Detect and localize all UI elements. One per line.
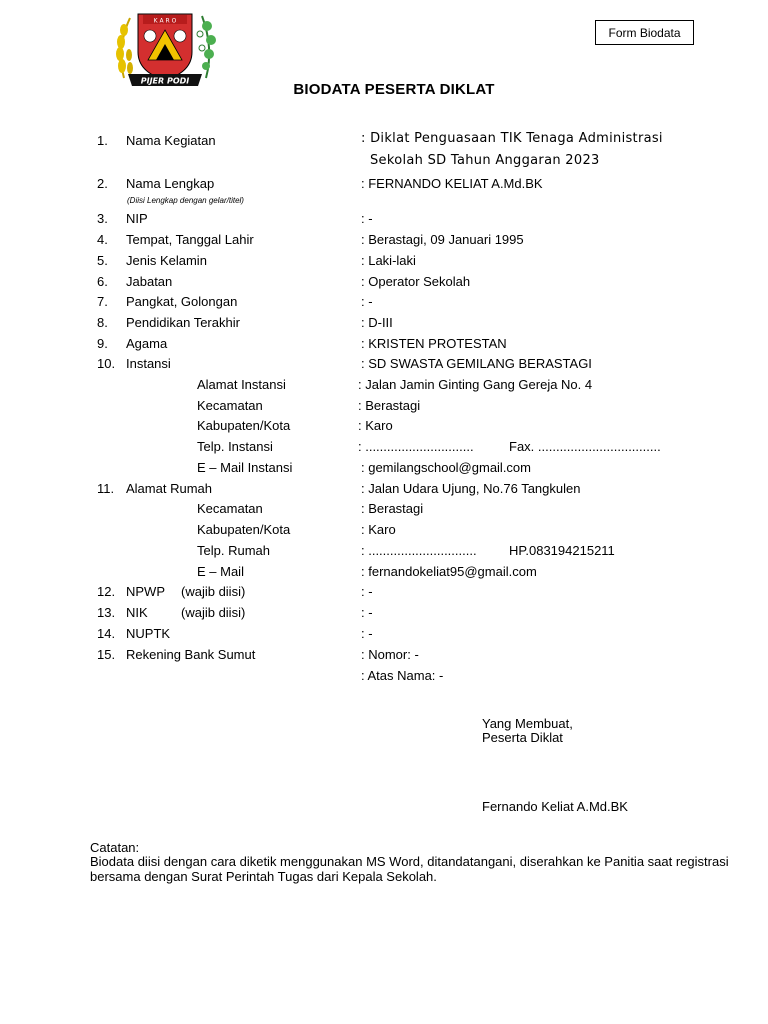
cotton-icon [197,16,216,78]
field-value: : Karo [361,522,396,537]
field-note: (wajib diisi) [181,605,246,620]
field-value: : Jalan Jamin Ginting Gang Gereja No. 4 [358,377,593,392]
signature-line-1: Yang Membuat, [482,716,573,731]
field-label: Pendidikan Terakhir [126,315,240,330]
row-number: 14. [97,626,116,641]
field-value: : Berastagi, 09 Januari 1995 [361,232,524,247]
field-label: NPWP [126,584,165,599]
row-number: 3. [97,211,108,226]
row-number: 10. [97,356,116,371]
shield-icon [138,14,192,80]
row-number: 5. [97,253,108,268]
field-value: : Nomor: - [361,647,419,662]
page-title: BIODATA PESERTA DIKLAT [293,81,495,98]
field-label: NUPTK [126,626,171,641]
field-label: Agama [126,336,168,351]
field-value: : Jalan Udara Ujung, No.76 Tangkulen [361,481,581,496]
field-label: Jenis Kelamin [126,253,207,268]
row-number: 15. [97,647,116,662]
field-label: Telp. Instansi [197,439,273,454]
field-label: Jabatan [126,274,173,289]
field-label: Nama Lengkap [126,176,215,191]
hp-field: HP.083194215211 [509,543,615,558]
field-value: : Atas Nama: - [361,668,444,683]
fax-field: Fax. .................................. [509,439,661,454]
field-value: : Diklat Penguasaan TIK Tenaga Administrasi [361,131,663,146]
row-number: 13. [97,605,116,620]
field-value-continued: Sekolah SD Tahun Anggaran 2023 [370,153,600,168]
field-value: : Karo [358,418,393,433]
field-value: : - [361,584,373,599]
field-value: : .............................. [358,439,474,454]
svg-text:K A R O: K A R O [153,17,177,25]
wheat-icon [116,18,133,78]
field-label: Pangkat, Golongan [126,294,238,309]
field-label: E – Mail [197,564,244,579]
signer-name: Fernando Keliat A.Md.BK [482,799,628,814]
form-type-badge: Form Biodata [595,20,694,45]
field-label: NIK [126,605,148,620]
notes-heading: Catatan: [90,840,140,855]
field-value: : .............................. [361,543,477,558]
row-number: 12. [97,584,116,599]
field-label: Tempat, Tanggal Lahir [126,232,254,247]
field-label: NIP [126,211,148,226]
field-hint: (Diisi Lengkap dengan gelar/titel) [127,196,244,205]
logo-motto: PIJER PODI [140,76,190,86]
field-value: : D-III [361,315,393,330]
field-label: Nama Kegiatan [126,133,216,148]
field-label: Rekening Bank Sumut [126,647,256,662]
field-value: : Berastagi [358,398,421,413]
row-number: 1. [97,133,108,148]
row-number: 2. [97,176,108,191]
field-label: E – Mail Instansi [197,460,293,475]
row-number: 9. [97,336,108,351]
field-label: Telp. Rumah [197,543,270,558]
field-value: : - [361,294,373,309]
field-value: : Laki-laki [361,253,416,268]
signature-line-2: Peserta Diklat [482,730,563,745]
field-value: : FERNANDO KELIAT A.Md.BK [361,176,543,191]
field-value: : - [361,211,373,226]
row-number: 4. [97,232,108,247]
field-value: : Operator Sekolah [361,274,471,289]
field-value: : KRISTEN PROTESTAN [361,336,507,351]
notes-text: Biodata diisi dengan cara diketik menggunakan MS Word, ditandatangani, diserahkan ke Panitia saat registrasi bersama dengan Surat Perintah Tugas dari Kepala Sekolah. [90,854,729,884]
field-label: Kecamatan [197,501,263,516]
field-value: : Berastagi [361,501,424,516]
field-label: Kabupaten/Kota [197,522,291,537]
school-logo-emblem [110,8,220,88]
field-label: Kecamatan [197,398,263,413]
field-value: : gemilangschool@gmail.com [361,460,531,475]
row-number: 11. [97,481,115,496]
row-number: 6. [97,274,108,289]
field-value: : fernandokeliat95@gmail.com [361,564,537,579]
field-label: Instansi [126,356,171,371]
field-label: Alamat Instansi [197,377,286,392]
row-number: 8. [97,315,108,330]
field-value: : SD SWASTA GEMILANG BERASTAGI [361,356,592,371]
field-label: Alamat Rumah [126,481,212,496]
row-number: 7. [97,294,108,309]
field-note: (wajib diisi) [181,584,246,599]
field-label: Kabupaten/Kota [197,418,291,433]
field-value: : - [361,605,373,620]
field-value: : - [361,626,373,641]
